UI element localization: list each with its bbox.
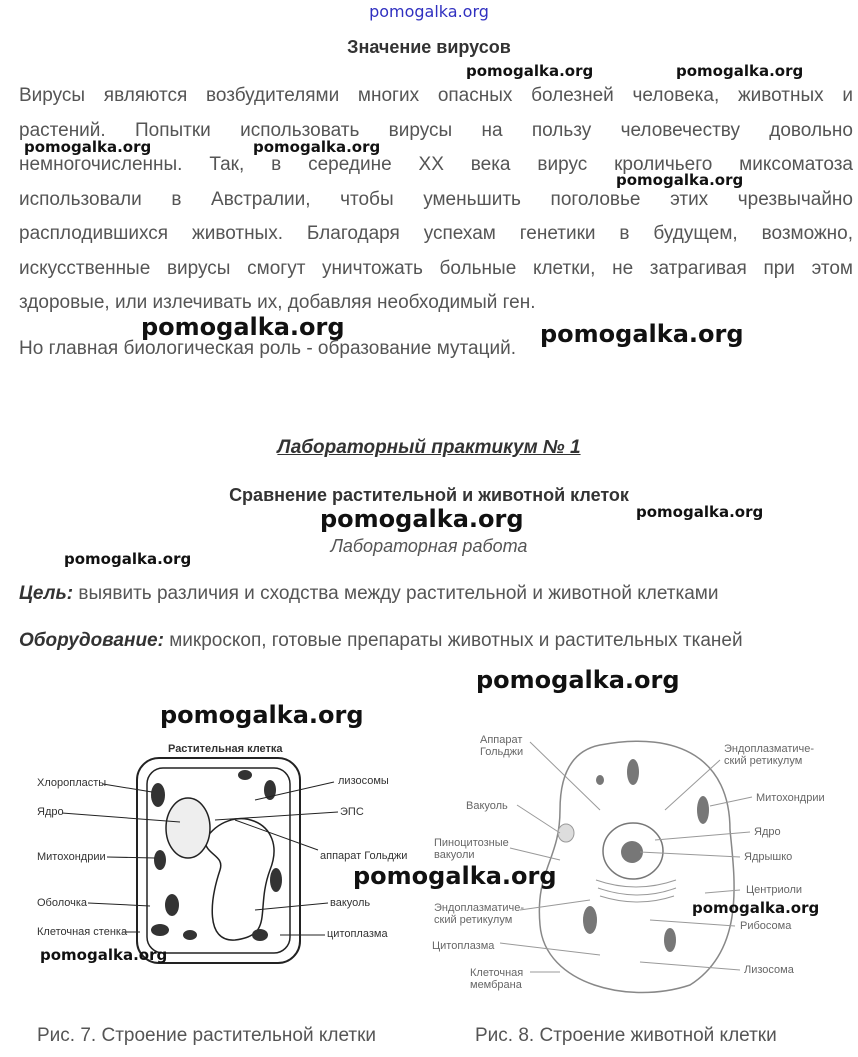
animal-label-cytoplasm: Цитоплазма	[432, 940, 495, 952]
watermark[interactable]: pomogalka.org	[64, 550, 192, 568]
leader-a-smooth-er	[520, 900, 590, 910]
animal-label-ribosome: Рибосома	[740, 920, 792, 932]
watermark[interactable]: pomogalka.org	[466, 62, 594, 80]
plant-label-golgi: аппарат Гольджи	[320, 850, 408, 862]
animal-label-nucleus: Ядро	[754, 826, 781, 838]
animal-label-centrioles: Центриоли	[746, 884, 803, 896]
chloroplast	[252, 929, 268, 941]
animal-vacuole-shape	[558, 824, 574, 842]
plant-vacuole-shape	[205, 819, 274, 940]
plant-label-eps: ЭПС	[340, 806, 364, 818]
leader-a-lysosome	[640, 962, 740, 970]
animal-label-smooth-er: Эндоплазматиче- ский ретикулум	[434, 902, 525, 926]
paragraph-line: Вирусы являются возбудителями многих опасных болезней человека, животных и	[19, 85, 853, 106]
equipment-label: Оборудование:	[19, 630, 164, 651]
paragraph-line: расплодившихся животных. Благодаря успехам генетики в будущем, возможно,	[19, 223, 853, 244]
leader-nucleus	[62, 813, 180, 822]
plant-nucleus-shape	[166, 798, 210, 858]
animal-label-pinocytic: Пиноцитозные вакуоли	[434, 837, 509, 861]
mitochondrion	[664, 928, 676, 952]
mitochondrion	[583, 906, 597, 934]
mitochondrion	[596, 775, 604, 785]
leader-a-golgi	[530, 742, 600, 810]
leader-mitochondria	[107, 857, 155, 858]
watermark[interactable]: pomogalka.org	[676, 62, 804, 80]
watermark[interactable]: pomogalka.org	[616, 171, 744, 189]
watermark[interactable]: pomogalka.org	[540, 320, 744, 348]
animal-label-nucleolus: Ядрышко	[744, 851, 793, 863]
goal-text: выявить различия и сходства между растительной и животной клетками	[73, 583, 719, 604]
plant-label-lysosomes: лизосомы	[338, 775, 389, 787]
lab-practicum-title: Лабораторный практикум № 1	[277, 437, 581, 458]
leader-eps	[215, 812, 338, 820]
main-role-line: Но главная биологическая роль - образование мутаций.	[19, 338, 516, 359]
plant-figure-title: Растительная клетка	[168, 743, 283, 755]
animal-label-rough-er: Эндоплазматиче- ский ретикулум	[724, 743, 815, 767]
plant-label-membrane: Оболочка	[37, 897, 88, 909]
leader-a-rough-er	[665, 760, 720, 810]
chloroplast	[151, 924, 169, 936]
plant-label-cytoplasm: цитоплазма	[327, 928, 388, 940]
leader-a-vacuole	[517, 805, 560, 833]
goal-label: Цель:	[19, 583, 74, 604]
leader-vacuole	[255, 903, 328, 910]
leader-membrane	[88, 903, 150, 906]
watermark[interactable]: pomogalka.org	[692, 899, 820, 917]
plant-label-chloroplasts: Хлоропласты	[37, 777, 107, 789]
paragraph-line: здоровые, или излечивать их, добавляя необходимый ген.	[19, 292, 536, 313]
equipment-text: микроскоп, готовые препараты животных и растительных тканей	[163, 630, 743, 651]
paragraph-line: растений. Попытки использовать вирусы на пользу человечеству довольно	[19, 119, 853, 141]
watermark[interactable]: pomogalka.org	[141, 313, 345, 341]
watermark[interactable]: pomogalka.org	[476, 666, 680, 694]
paragraph-line: использовали в Австралии, чтобы уменьшить поголовье этих чрезвычайно	[19, 188, 853, 210]
lab-subtitle: Сравнение растительной и животной клеток	[229, 485, 629, 505]
watermark[interactable]: pomogalka.org	[24, 138, 152, 156]
leader-a-mitochondria	[710, 797, 752, 806]
chloroplast	[238, 770, 252, 780]
watermark[interactable]: pomogalka.org	[636, 503, 764, 521]
chloroplast	[165, 894, 179, 916]
animal-label-cell-membrane: Клеточная мембрана	[470, 967, 524, 991]
watermark[interactable]: pomogalka.org	[160, 701, 364, 729]
top-watermark[interactable]: pomogalka.org	[369, 2, 489, 21]
animal-label-golgi: Аппарат Гольджи	[480, 734, 524, 758]
golgi-stack	[596, 880, 676, 902]
leader-a-ribosome	[650, 920, 735, 926]
figure-8-caption: Рис. 8. Строение животной клетки	[475, 1025, 777, 1046]
leader-a-nucleus	[655, 832, 750, 840]
plant-label-vacuole: вакуоль	[330, 897, 371, 909]
watermark[interactable]: pomogalka.org	[320, 505, 524, 533]
animal-label-lysosome: Лизосома	[744, 964, 794, 976]
viruses-paragraph	[19, 79, 853, 321]
chloroplast	[151, 783, 165, 807]
plant-label-cell-wall: Клеточная стенка	[37, 926, 128, 938]
watermark[interactable]: pomogalka.org	[353, 862, 557, 890]
watermark[interactable]: pomogalka.org	[40, 946, 168, 964]
mitochondrion	[697, 796, 709, 824]
animal-label-vacuole: Вакуоль	[466, 800, 508, 812]
chloroplast	[270, 868, 282, 892]
section-title-viruses: Значение вирусов	[347, 37, 511, 57]
animal-label-mitochondria: Митохондрии	[756, 792, 825, 804]
goal-line	[19, 583, 718, 605]
paragraph-line: искусственные вирусы смогут уничтожать больные клетки, не затрагивая при этом	[19, 257, 853, 279]
watermark[interactable]: pomogalka.org	[253, 138, 381, 156]
mitochondrion	[627, 759, 639, 785]
equipment-line	[19, 630, 743, 652]
lab-work-type: Лабораторная работа	[330, 536, 528, 556]
chloroplast	[154, 850, 166, 870]
plant-label-mitochondria: Митохондрии	[37, 851, 106, 863]
leader-chloroplasts	[103, 784, 152, 792]
animal-nucleolus-shape	[621, 841, 643, 863]
paragraph-line: немногочисленны. Так, в середине XX века вирус кроличьего миксоматоза	[19, 154, 853, 175]
plant-label-nucleus: Ядро	[37, 806, 64, 818]
figure-7-caption: Рис. 7. Строение растительной клетки	[37, 1025, 377, 1046]
chloroplast	[183, 930, 197, 940]
